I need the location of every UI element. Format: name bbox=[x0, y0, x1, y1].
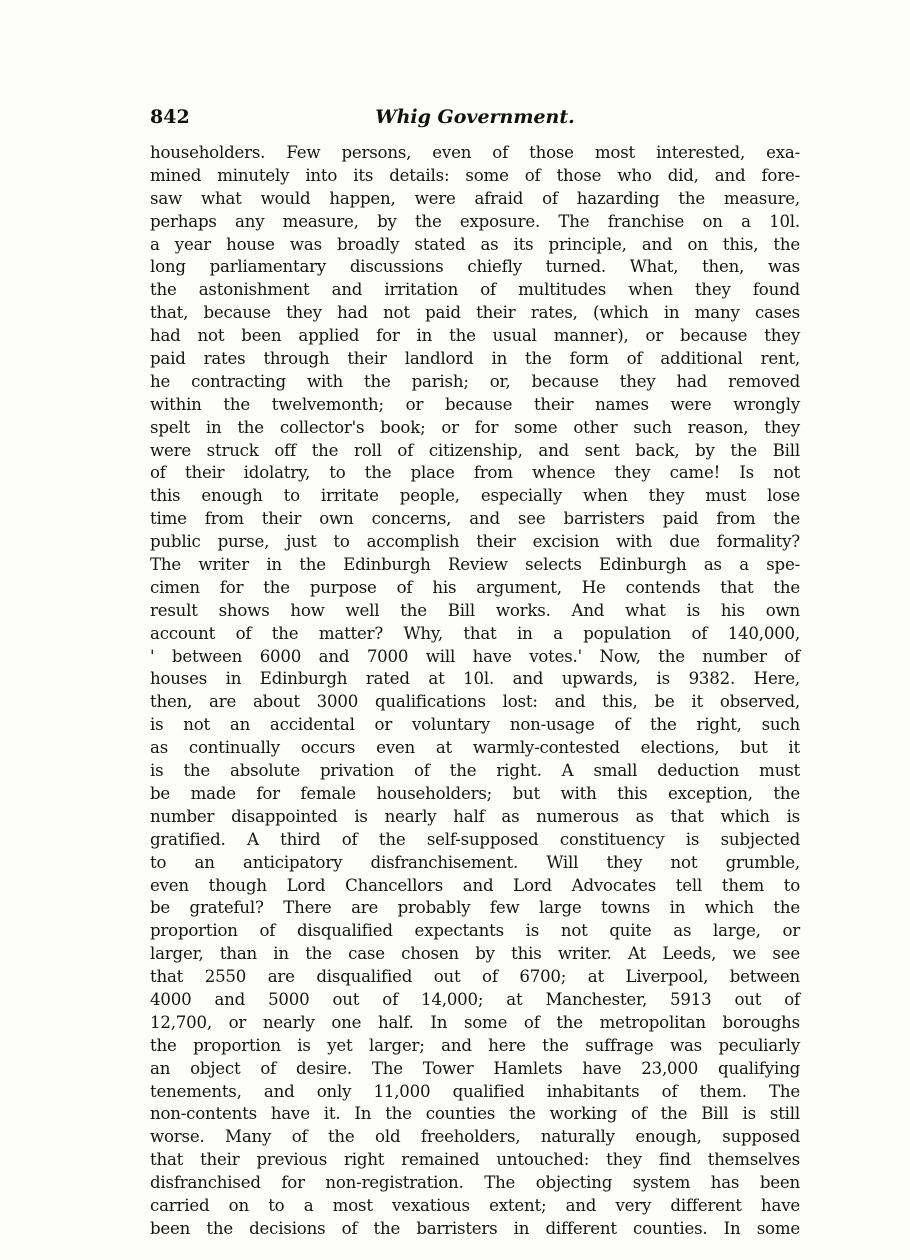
text-line: been the decisions of the barristers in different counties. In some bbox=[150, 1218, 800, 1238]
text-line: gratified. A third of the self-supposed constituency is subjected bbox=[150, 829, 800, 849]
text-line: as continually occurs even at warmly-contested elections, but it bbox=[150, 738, 800, 758]
text-line: that their previous right remained untouched: they find themselves bbox=[150, 1150, 800, 1170]
running-head: Whig Government. bbox=[375, 106, 575, 128]
text-line: 12,700, or nearly one half. In some of the metropolitan boroughs bbox=[150, 1012, 800, 1032]
text-line: result shows how well the Bill works. And what is his own bbox=[150, 600, 800, 620]
page-number: 842 bbox=[150, 106, 190, 128]
text-line: account of the matter? Why, that in a population of 140,000, bbox=[150, 623, 800, 643]
text-line: 4000 and 5000 out of 14,000; at Manchester, 5913 out of bbox=[150, 989, 800, 1009]
text-line: ' between 6000 and 7000 will have votes.' Now, the number of bbox=[150, 646, 800, 666]
text-line: houses in Edinburgh rated at 10l. and upwards, is 9382. Here, bbox=[150, 669, 800, 689]
text-line: then, are about 3000 qualifications lost: and this, be it observed, bbox=[150, 692, 800, 712]
text-line: the proportion is yet larger; and here the suffrage was peculiarly bbox=[150, 1035, 800, 1055]
text-line: householders. Few persons, even of those most interested, exa- bbox=[150, 143, 800, 162]
text-line: cimen for the purpose of his argument, He contends that the bbox=[150, 577, 800, 597]
text-line: that, because they had not paid their rates, (which in many cases bbox=[150, 303, 800, 323]
text-line: larger, than in the case chosen by this writer. At Leeds, we see bbox=[150, 944, 800, 964]
text-line: perhaps any measure, by the exposure. The franchise on a 10l. bbox=[150, 211, 800, 231]
text-line: that 2550 are disqualified out of 6700; at Liverpool, between bbox=[150, 967, 800, 987]
text-line: is the absolute privation of the right. A small deduction must bbox=[150, 761, 800, 781]
text-line: number disappointed is nearly half as numerous as that which is bbox=[150, 806, 800, 826]
body-text bbox=[150, 142, 800, 1241]
page-header bbox=[150, 106, 800, 138]
text-line: the astonishment and irritation of multitudes when they found bbox=[150, 280, 800, 300]
text-line: he contracting with the parish; or, because they had removed bbox=[150, 371, 800, 391]
text-line: disfranchised for non-registration. The objecting system has been bbox=[150, 1173, 800, 1193]
text-line: is not an accidental or voluntary non-usage of the right, such bbox=[150, 715, 800, 735]
text-line: tenements, and only 11,000 qualified inhabitants of them. The bbox=[150, 1081, 800, 1101]
text-line: mined minutely into its details: some of those who did, and fore- bbox=[150, 165, 800, 185]
text-line: of their idolatry, to the place from whence they came! Is not bbox=[150, 463, 800, 483]
text-line: be grateful? There are probably few large towns in which the bbox=[150, 898, 800, 918]
text-line: within the twelvemonth; or because their names were wrongly bbox=[150, 394, 800, 414]
text-line: were struck off the roll of citizenship, and sent back, by the Bill bbox=[150, 440, 800, 460]
text-line: proportion of disqualified expectants is not quite as large, or bbox=[150, 921, 800, 941]
text-line: time from their own concerns, and see barristers paid from the bbox=[150, 509, 800, 529]
text-line: an object of desire. The Tower Hamlets have 23,000 qualifying bbox=[150, 1058, 800, 1078]
text-line: had not been applied for in the usual manner), or because they bbox=[150, 326, 800, 346]
text-line: The writer in the Edinburgh Review selects Edinburgh as a spe- bbox=[150, 555, 800, 575]
text-line: public purse, just to accomplish their excision with due formality? bbox=[150, 532, 800, 552]
text-line: non-contents have it. In the counties the working of the Bill is still bbox=[150, 1104, 800, 1124]
text-line: even though Lord Chancellors and Lord Advocates tell them to bbox=[150, 875, 800, 895]
text-line: long parliamentary discussions chiefly turned. What, then, was bbox=[150, 257, 800, 277]
text-line: a year house was broadly stated as its principle, and on this, the bbox=[150, 234, 800, 254]
text-line: be made for female householders; but with this exception, the bbox=[150, 783, 800, 803]
text-line: spelt in the collector's book; or for some other such reason, they bbox=[150, 417, 800, 437]
text-line: this enough to irritate people, especially when they must lose bbox=[150, 486, 800, 506]
text-line: carried on to a most vexatious extent; and very different have bbox=[150, 1195, 800, 1215]
text-line: paid rates through their landlord in the form of additional rent, bbox=[150, 349, 800, 369]
text-line: worse. Many of the old freeholders, naturally enough, supposed bbox=[150, 1127, 800, 1147]
text-line: saw what would happen, were afraid of hazarding the measure, bbox=[150, 188, 800, 208]
text-line: to an anticipatory disfranchisement. Will they not grumble, bbox=[150, 852, 800, 872]
